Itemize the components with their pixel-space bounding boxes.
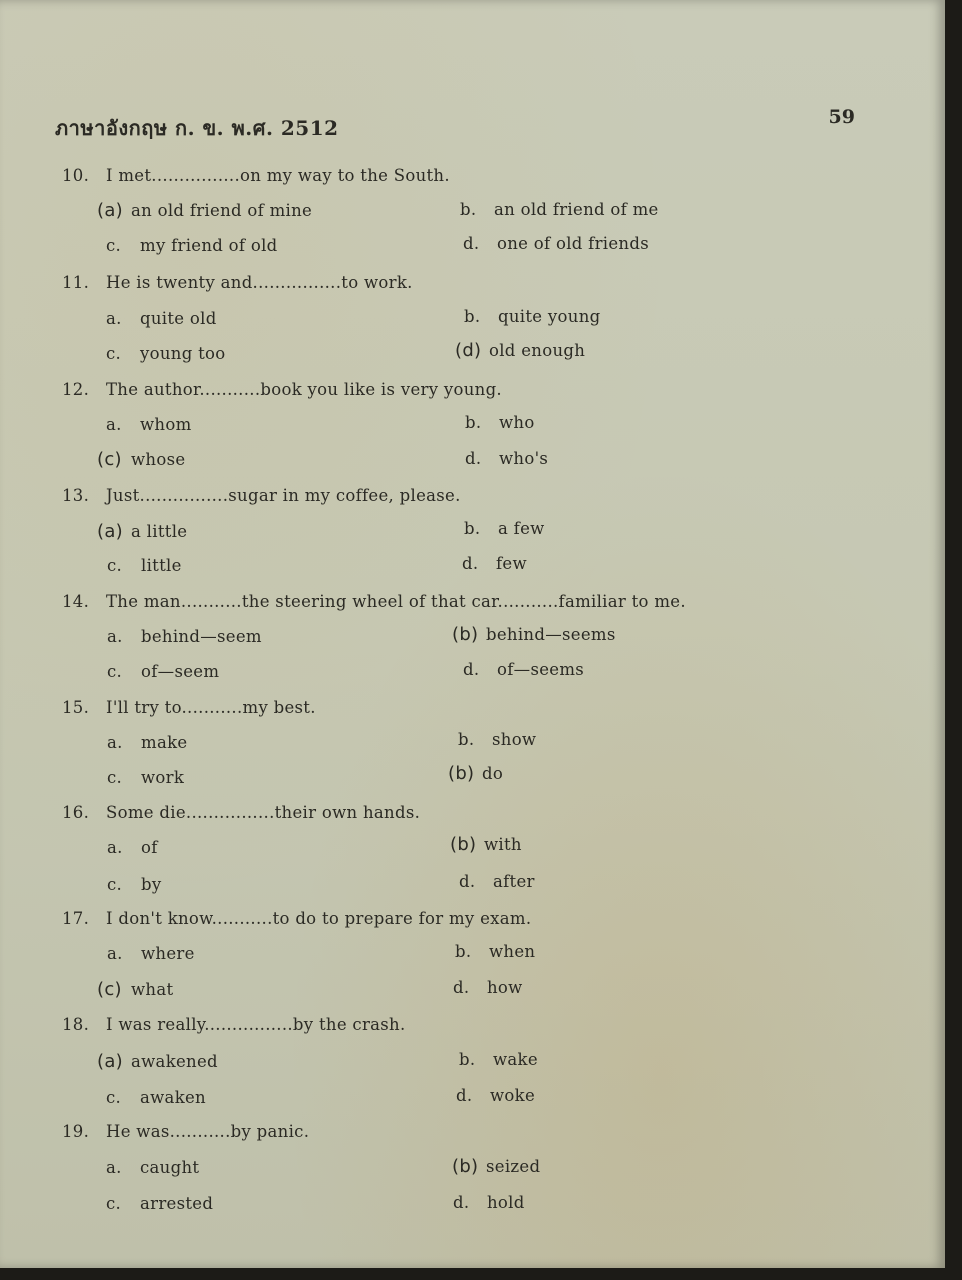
option-d — [448, 763, 503, 784]
question-number: 14. — [62, 592, 90, 611]
question-number: 15. — [62, 698, 90, 717]
option-label: b. — [460, 200, 477, 219]
text: how — [487, 978, 523, 997]
option-label: c. — [107, 662, 123, 681]
option-label: (b) — [452, 624, 479, 645]
text: of—seems — [497, 660, 585, 679]
text: make — [141, 733, 188, 752]
option-a — [106, 309, 217, 328]
option-label: b. — [455, 942, 472, 961]
option-label: c. — [107, 556, 123, 575]
text: behind—seems — [486, 625, 616, 644]
text: an old friend of me — [494, 200, 659, 219]
text: do — [482, 764, 504, 783]
option-c — [106, 236, 278, 255]
text: woke — [490, 1086, 536, 1105]
text: show — [492, 730, 537, 749]
text: old enough — [489, 341, 586, 360]
option-label: c. — [106, 1194, 122, 1213]
text: I don't know...........to do to prepare for my exam. — [106, 909, 532, 928]
option-b — [455, 942, 535, 961]
question-number: 18. — [62, 1015, 90, 1034]
question-stem — [62, 1122, 309, 1141]
text: awaken — [140, 1088, 206, 1107]
option-a — [107, 733, 187, 752]
option-label: d. — [459, 872, 476, 891]
question-stem — [62, 273, 413, 292]
option-label: (c) — [97, 449, 122, 470]
text: wake — [493, 1050, 538, 1069]
text: my friend of old — [140, 236, 278, 255]
text: when — [489, 942, 536, 961]
option-label: a. — [107, 944, 123, 963]
option-a — [106, 1158, 199, 1177]
question-stem — [62, 909, 531, 928]
question-stem — [62, 803, 420, 822]
option-label: (b) — [448, 763, 475, 784]
option-d — [453, 978, 523, 997]
text: young too — [140, 344, 226, 363]
option-label: c. — [106, 344, 122, 363]
text: Some die................their own hands. — [106, 803, 421, 822]
option-label: d. — [463, 234, 480, 253]
option-c — [106, 1194, 213, 1213]
option-a — [107, 627, 262, 646]
option-b — [460, 200, 659, 219]
option-c — [107, 662, 219, 681]
question-stem — [62, 486, 461, 505]
text: by — [141, 875, 162, 894]
option-c — [106, 1088, 206, 1107]
option-a — [97, 521, 187, 542]
text: arrested — [140, 1194, 214, 1213]
text: behind—seem — [141, 627, 262, 646]
option-label: b. — [464, 519, 481, 538]
text: The author...........book you like is very young. — [106, 380, 502, 399]
option-label: b. — [464, 307, 481, 326]
option-label: b. — [465, 413, 482, 432]
text: few — [496, 554, 527, 573]
text: caught — [140, 1158, 200, 1177]
question-stem — [62, 592, 686, 611]
option-d — [463, 234, 649, 253]
page-header — [55, 106, 855, 142]
option-b — [458, 730, 536, 749]
question-stem — [62, 1015, 406, 1034]
option-a — [107, 838, 158, 857]
option-label: (b) — [452, 1156, 479, 1177]
option-label: c. — [107, 768, 123, 787]
text: little — [141, 556, 182, 575]
question-stem — [62, 698, 316, 717]
question-number: 16. — [62, 803, 90, 822]
text: where — [141, 944, 195, 963]
option-label: d. — [453, 978, 470, 997]
option-label: (c) — [97, 979, 122, 1000]
text: with — [484, 835, 522, 854]
option-label: a. — [106, 309, 122, 328]
question-number: 19. — [62, 1122, 90, 1141]
option-label: (d) — [455, 340, 482, 361]
option-c — [97, 449, 185, 470]
option-label: d. — [453, 1193, 470, 1212]
page-title: ภาษาอังกฤษ ก. ข. พ.ศ. 2512 — [55, 116, 339, 140]
option-d — [465, 449, 548, 468]
option-label: a. — [106, 1158, 122, 1177]
question-number: 12. — [62, 380, 90, 399]
option-label: (b) — [450, 834, 477, 855]
option-label: (a) — [97, 200, 123, 221]
option-label: (a) — [97, 521, 123, 542]
option-label: (a) — [97, 1051, 123, 1072]
text: quite old — [140, 309, 217, 328]
option-c — [107, 768, 184, 787]
option-d — [456, 1086, 535, 1105]
text: I was really................by the crash. — [106, 1015, 406, 1034]
option-d — [455, 340, 585, 361]
text: work — [141, 768, 185, 787]
option-label: a. — [107, 733, 123, 752]
question-stem — [62, 166, 450, 185]
option-label: c. — [106, 1088, 122, 1107]
text: He was...........by panic. — [106, 1122, 310, 1141]
option-label: d. — [456, 1086, 473, 1105]
text: He is twenty and................to work. — [106, 273, 413, 292]
question-stem — [62, 380, 502, 399]
option-a — [106, 415, 192, 434]
option-label: d. — [463, 660, 480, 679]
option-b — [450, 834, 522, 855]
text: awakened — [131, 1052, 218, 1071]
text: seized — [486, 1157, 541, 1176]
option-b — [459, 1050, 538, 1069]
option-b — [452, 1156, 540, 1177]
question-number: 11. — [62, 273, 90, 292]
text: a few — [498, 519, 545, 538]
option-b — [452, 624, 616, 645]
text: what — [131, 980, 174, 999]
option-c — [106, 344, 226, 363]
text: after — [493, 872, 535, 891]
option-label: d. — [465, 449, 482, 468]
option-label: a. — [107, 838, 123, 857]
text: I met................on my way to the South. — [106, 166, 450, 185]
option-label: a. — [106, 415, 122, 434]
text: The man...........the steering wheel of that car...........familiar to me. — [106, 592, 686, 611]
option-d — [453, 1193, 525, 1212]
question-number: 10. — [62, 166, 90, 185]
option-c — [107, 875, 161, 894]
option-a — [97, 1051, 218, 1072]
text: who — [499, 413, 535, 432]
option-label: a. — [107, 627, 123, 646]
text: whose — [131, 450, 186, 469]
option-b — [464, 519, 545, 538]
option-label: b. — [458, 730, 475, 749]
question-number: 17. — [62, 909, 90, 928]
option-c — [107, 556, 182, 575]
option-d — [462, 554, 527, 573]
option-label: d. — [462, 554, 479, 573]
option-label: c. — [106, 236, 122, 255]
text: quite young — [498, 307, 601, 326]
option-a — [97, 200, 312, 221]
option-d — [463, 660, 584, 679]
text: Just................sugar in my coffee, please. — [106, 486, 461, 505]
text: an old friend of mine — [131, 201, 313, 220]
option-label: c. — [107, 875, 123, 894]
option-b — [465, 413, 535, 432]
question-number: 13. — [62, 486, 90, 505]
text: of — [141, 838, 158, 857]
option-d — [459, 872, 535, 891]
option-a — [107, 944, 195, 963]
option-b — [464, 307, 600, 326]
text: a little — [131, 522, 188, 541]
option-c — [97, 979, 173, 1000]
option-label: b. — [459, 1050, 476, 1069]
text: whom — [140, 415, 192, 434]
text: hold — [487, 1193, 525, 1212]
text: one of old friends — [497, 234, 649, 253]
text: I'll try to...........my best. — [106, 698, 316, 717]
text: who's — [499, 449, 549, 468]
page-number: 59 — [828, 106, 855, 128]
text: of—seem — [141, 662, 220, 681]
